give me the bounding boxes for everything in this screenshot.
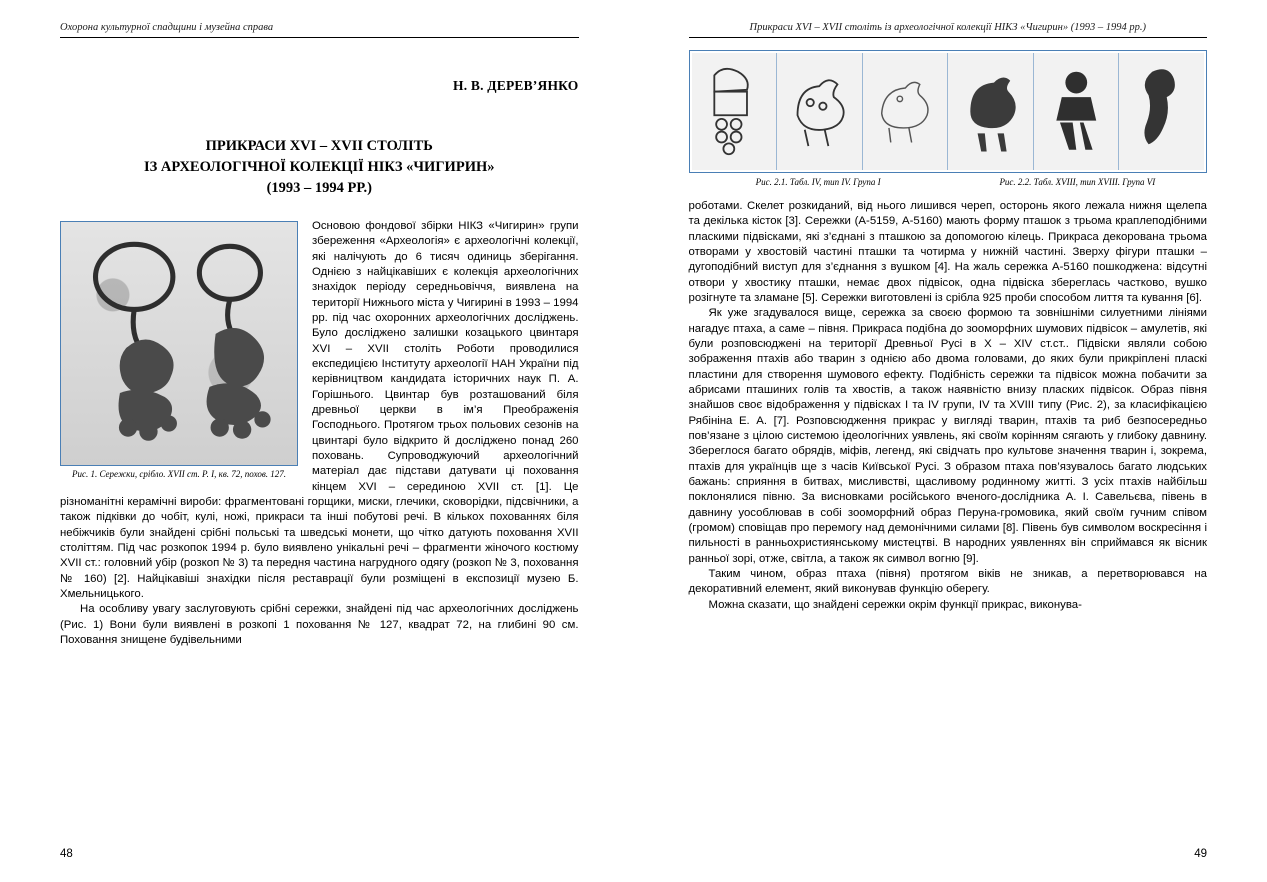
left-body [60, 219, 579, 648]
figure-2-cell-3 [863, 53, 949, 170]
figure-2-cell-6 [1119, 53, 1204, 170]
article-title-line-3: (1993 – 1994 РР.) [266, 180, 372, 197]
article-title [60, 136, 579, 199]
figure-2-caption-right: Рис. 2.2. Табл. XVIII, тип XVIII. Група VI [999, 177, 1156, 187]
figure-1-caption [60, 469, 298, 480]
figure-1-image [60, 221, 298, 466]
figure-1-caption-label: Рис. 1. [71, 469, 98, 480]
article-title-line-2: ІЗ АРХЕОЛОГІЧНОЇ КОЛЕКЦІЇ НІКЗ «ЧИГИРИН» [143, 159, 495, 176]
earrings-artefact-icon [67, 228, 291, 460]
article-title-line-1: ПРИКРАСИ XVI – XVII СТОЛІТЬ [205, 138, 433, 154]
figure-2-captions [689, 177, 1208, 187]
bird-figure-icon [783, 59, 856, 159]
figure-2-cell-5 [1034, 53, 1120, 170]
bird-pendant-icon [698, 59, 771, 159]
figure-2-strip [689, 50, 1208, 173]
right-page [634, 0, 1267, 882]
right-paragraph-3: Таким чином, образ птаха (півня) протягом віків не зникав, а перетворювався на декоративний елемент, який виконував функцію оберегу. [688, 567, 1207, 596]
page-number-left: 48 [60, 848, 73, 860]
left-paragraph-2: На особливу увагу заслуговують срібні сережки, знайдені під час археологічних досліджень (Рис. 1) Вони були виявлені в розкопі 1 поховання № 127, квадрат 72, на глибині 90 см. Поховання знищене будівельними [60, 603, 579, 646]
bird-drawing-icon [869, 59, 942, 159]
figure-dark-icon [1040, 59, 1113, 159]
page-number-right: 49 [1194, 848, 1207, 860]
running-head-left: Охорона культурної спадщини і музейна справа [60, 22, 579, 38]
right-paragraph-4: Можна сказати, що знайдені сережки окрім функції прикрас, виконува- [708, 598, 1082, 611]
figure-2-cell-4 [948, 53, 1034, 170]
right-paragraph-2: Як уже згадувалося вище, сережка за своєю формою та зовнішніми силуетними лініями нагадує птаха, а саме – півня. Прикраса подібна до зооморфних шумових підвісок – амулетів, які були розповсюджені на території Древньої Русі в X – XIV ст.ст.. Підвіски являли собою зображення птахів або тварин з однією або двома головами, до яких були прикріплені пласкі пластини для створення шумового ефекту. Подібність сережки та підвісок можна побачити за абрисами пташиних голів та хвостів, а також наявністю внизу пласких підвісок. Образ півня знайшов своє відображення у підвісках І та IV групи, IV та XVIII типу (Рис. 2), за класифікацією Рябініна Е. А. [7]. Розповсюдження прикрас у вигляді тварин, птахів та риб безпосередньо пов’язане з цілою системою ідеологічних уявлень, які своїм корінням сягають у глибоку давнину. Збереглося багато обрядів, міфів, легенд, які свідчать про культове значення тварин і, зокрема, птахів для українців ще з часів Київської Русі. З образом птаха пов’язувалось багато людських бажань: сприяння в битвах, мисливстві, щасливому родинному житті. З усіх птахів найбільш поклонялися півню. За висновками російського вченого-дослідника А. І. Савельєва, півень в давнину уособлював в собі зооморфний образ Перуна-громовика, який своїм гучним співом (громом) сповіщав про перемогу над демонічними силами [8]. Півень був символом воскресіння і пильності в ранньохристиянському мистецтві. В народних уявленнях він сприймався як вісник ранньої зорі, отже, світла, а також як символ вогню [9]. [688, 307, 1207, 565]
figure-1 [60, 221, 298, 480]
right-paragraph-1: роботами. Скелет розкиданий, від нього лишився череп, осторонь якого лежала нижня щелепа та декілька кісток [3]. Сережки (А-5159, А-5160) мають форму пташок з трьома краплеподібними пласкими підвісками, які з’єднані з пташкою за допомогою кілець. Прикраса декорована трьома отворами у хвостовій частині пташки та чотирма у нижній частині. Зверху фігури пташки – дугоподібний виступ для з’єднання з вушком [4]. На жаль сережка А-5160 пошкоджена: відсутні отвори у хвостику пташки, немає двох підвісок, одна підвіска збереглась частково, вушко розігнуте та зламане [5]. Сережки виготовлені із срібла 925 проби способом лиття та кування [6]. [688, 200, 1207, 304]
figure-1-caption-text: Сережки, срібло. XVII ст. Р. І, кв. 72, похов. 127. [99, 469, 287, 480]
author-name: Н. В. ДЕРЕВ’ЯНКО [453, 78, 579, 93]
figure-2-cell-2 [777, 53, 863, 170]
left-paragraph-1: Основою фондової збірки НІКЗ «Чигирин» групи збереження «Археологія» є археологічні колекції, які налічують до 6 тисяч одиниць зберігання. Однією з найцікавіших є колекція археологічних знахідок періоду середньовіччя, виявлена на території Нижнього міста у Чигирині в 1993 – 1994 рр. під час охоронних археологічних досліджень. Було досліджено залишки козацького цвинтаря XVI – XVII століть Роботи проводилися експедицією Інституту археології НАН України під керівництвом кандидата історичних наук П. А. Горішнього. Цвинтар був розташований біля древньої церкви в ім’я Преображенія Господнього. Протягом трьох польових сезонів на цвинтарі було відкрито й досліджено понад 260 поховань. Супроводжуючий археологічний матеріал дає підстави датувати ці поховання кінцем XVI – серединою XVII ст. [1]. Це різноманітні керамічні вироби: фрагментовані горщики, миски, глечики, сковорідки, підсвічники, а також підківки до чобіт, кулі, ножі, прикраси та інші побутові речі. В кількох похованнях біля небіжчиків були знайдені срібні польські та шведські монети, що чітко датують поховання XVII століттям. Під час розкопок 1994 р. було виявлено унікальні речі – фрагменти жіночого костюму XVII ст.: головний убір (розкоп № 3) та передня частина нагрудного одягу (розкоп № 3, поховання № 160) [2]. Найцікавіші знахідки після реставрації були розміщені в експозиції музею Б. Хмельницького. [60, 220, 579, 600]
bird-dark-icon [954, 59, 1027, 159]
running-head-right: Прикраси XVI – XVII століть із археологічної колекції НІКЗ «Чигирин» (1993 – 1994 рр.) [689, 22, 1208, 38]
figure-2-caption-left: Рис. 2.1. Табл. IV, тип IV. Група І [755, 177, 881, 187]
figure-2-cell-1 [692, 53, 778, 170]
right-body [689, 199, 1208, 613]
bird-silhouette-icon [1125, 59, 1198, 159]
